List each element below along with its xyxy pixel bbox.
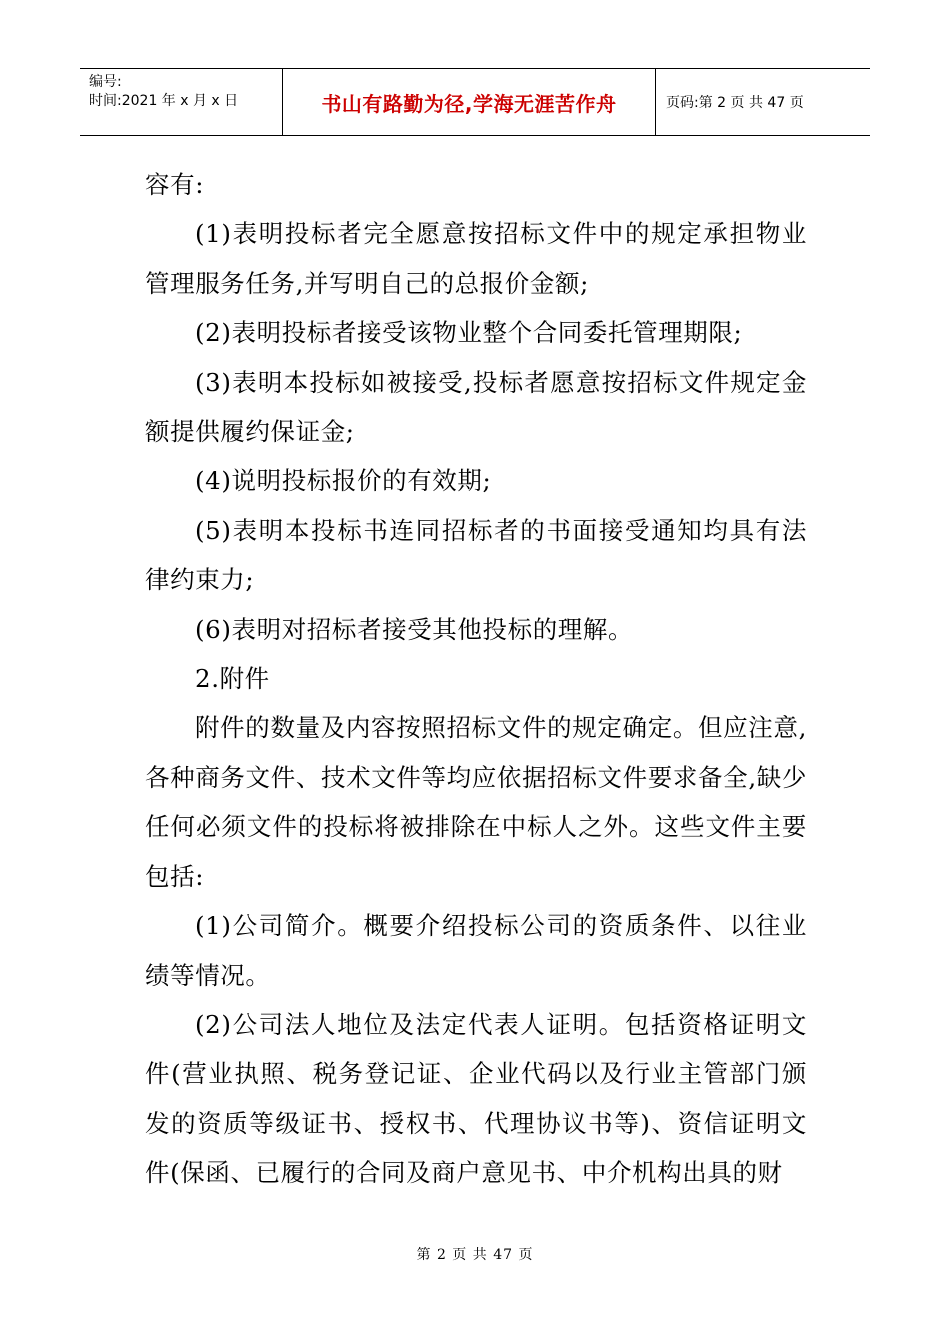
paragraph: (1)公司简介。概要介绍投标公司的资质条件、以往业绩等情况。 <box>145 911 807 990</box>
paragraph: (4)说明投标报价的有效期; <box>195 466 492 496</box>
header-meta-cell <box>80 69 283 135</box>
paragraph: (5)表明本投标书连同招标者的书面接受通知均具有法律约束力; <box>145 515 807 595</box>
paragraph: (2)公司法人地位及法定代表人证明。包括资格证明文件(营业执照、税务登记证、企业代码以及行业主管部门颁发的资质等级证书、授权书、代理协议书等)、资信证明文件(保函、已履行的合同及商户意见书、中介机构出具的财 <box>145 1009 807 1188</box>
paragraph: (6)表明对招标者接受其他投标的理解。 <box>195 614 634 644</box>
page-footer: 第 2 页 共 47 页 <box>416 1247 534 1263</box>
paragraph: 附件的数量及内容按照招标文件的规定确定。但应注意,各种商务文件、技术文件等均应依据招标文件要求备全,缺少任何必须文件的投标将被排除在中标人之外。这些文件主要包括: <box>145 713 807 891</box>
header-page-info: 页码:第 2 页 共 47 页 <box>666 95 804 111</box>
paragraph: (2)表明投标者接受该物业整个合同委托管理期限; <box>195 318 743 348</box>
paragraph: 容有: <box>145 170 205 199</box>
paragraph: (1)表明投标者完全愿意按招标文件中的规定承担物业管理服务任务,并写明自己的总报价金额; <box>145 219 807 298</box>
document-header <box>80 68 870 136</box>
document-number-label: 编号: <box>89 74 122 90</box>
header-motto: 书山有路勤为径,学海无涯苦作舟 <box>283 69 656 135</box>
document-body <box>145 160 807 1198</box>
document-date-label: 时间:2021 年 x 月 x 日 <box>89 93 239 109</box>
section-heading: 2.附件 <box>195 664 270 694</box>
paragraph: (3)表明本投标如被接受,投标者愿意按招标文件规定金额提供履约保证金; <box>145 367 807 447</box>
